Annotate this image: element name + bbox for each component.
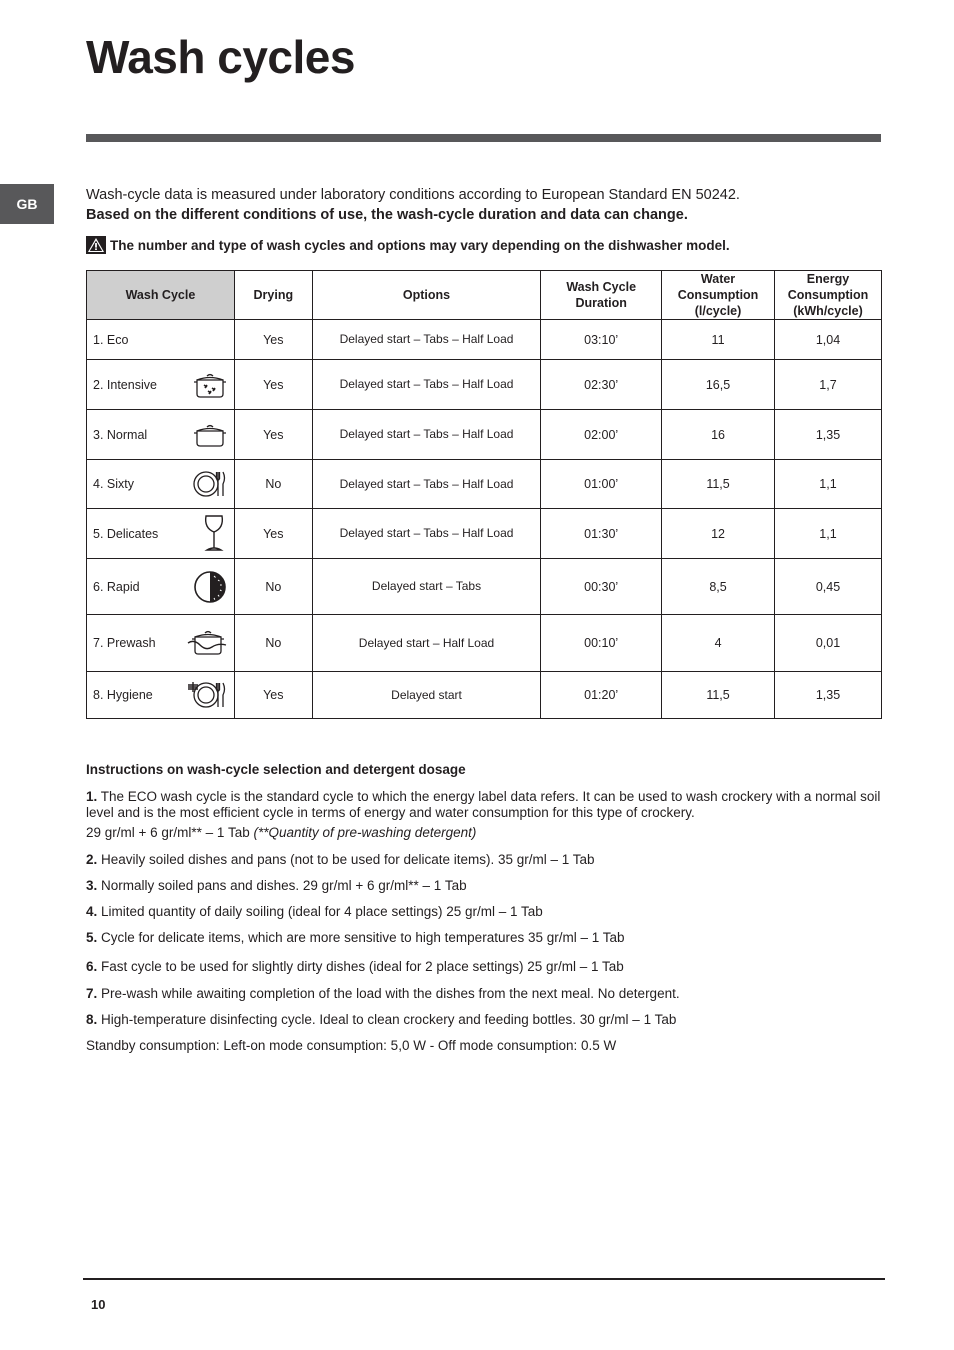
instruction-dose: 29 gr/ml + 6 gr/ml** – 1 Tab xyxy=(86,825,250,840)
table-row xyxy=(87,559,882,615)
energy-cell: 1,1 xyxy=(775,460,882,509)
drying-cell: Yes xyxy=(234,320,312,360)
table-row xyxy=(87,460,882,509)
table-row xyxy=(87,615,882,672)
options-cell: Delayed start – Half Load xyxy=(312,615,541,672)
instruction-number: 6. xyxy=(86,959,98,974)
plate-cross-icon xyxy=(186,679,228,711)
cycle-cell xyxy=(87,559,235,615)
options-cell: Delayed start – Tabs – Half Load xyxy=(312,320,541,360)
water-cell: 16,5 xyxy=(662,360,775,410)
intro-line-2: Based on the different conditions of use, the wash-cycle duration and data can change. xyxy=(86,207,688,223)
table-row xyxy=(87,672,882,719)
cycle-name: 7. Prewash xyxy=(93,636,156,650)
cycle-cell xyxy=(87,509,235,559)
half-clock-icon xyxy=(192,569,228,605)
water-cell: 11,5 xyxy=(662,460,775,509)
options-cell: Delayed start – Tabs – Half Load xyxy=(312,360,541,410)
language-tab: GB xyxy=(0,184,54,224)
instruction-number: 4. xyxy=(86,904,98,919)
instruction-text: High-temperature disinfecting cycle. Ideal to clean crockery and feeding bottles. 30 gr/ml – 1 Tab xyxy=(101,1012,677,1027)
wash-cycle-table xyxy=(86,270,882,719)
cycle-name: 1. Eco xyxy=(93,332,129,347)
cycle-cell xyxy=(87,460,235,509)
pot-icon xyxy=(192,421,228,449)
duration-cell: 02:30’ xyxy=(541,360,662,410)
warning-text: The number and type of wash cycles and options may vary depending on the dishwasher model. xyxy=(110,237,730,253)
standby-consumption: Standby consumption: Left-on mode consumption: 5,0 W - Off mode consumption: 0.5 W xyxy=(86,1038,617,1053)
wine-glass-icon xyxy=(200,514,228,554)
drying-cell: Yes xyxy=(234,672,312,719)
header-duration: Wash Cycle Duration xyxy=(541,271,662,320)
duration-cell: 01:00’ xyxy=(541,460,662,509)
instruction-text: Fast cycle to be used for slightly dirty dishes (ideal for 2 place settings) 25 gr/ml – 1 Tab xyxy=(101,959,624,974)
options-cell: Delayed start – Tabs – Half Load xyxy=(312,460,541,509)
cycle-cell xyxy=(87,320,235,360)
drying-cell: Yes xyxy=(234,360,312,410)
table-row xyxy=(87,410,882,460)
table-row xyxy=(87,509,882,559)
duration-cell: 00:10’ xyxy=(541,615,662,672)
options-cell: Delayed start – Tabs – Half Load xyxy=(312,410,541,460)
instruction-item xyxy=(86,904,886,920)
drying-cell: Yes xyxy=(234,509,312,559)
instruction-item xyxy=(86,852,886,868)
header-water: Water Consumption (l/cycle) xyxy=(662,271,775,320)
warning-note xyxy=(86,236,886,254)
cycle-name: 6. Rapid xyxy=(93,579,140,594)
instruction-text: Heavily soiled dishes and pans (not to be used for delicate items). 35 gr/ml – 1 Tab xyxy=(101,852,595,867)
instruction-number: 2. xyxy=(86,852,98,867)
instruction-text: Pre-wash while awaiting completion of the load with the dishes from the next meal. No detergent. xyxy=(101,986,680,1001)
header-options: Options xyxy=(312,271,541,320)
drying-cell: No xyxy=(234,559,312,615)
cycle-name: 4. Sixty xyxy=(93,477,134,491)
drying-cell: No xyxy=(234,460,312,509)
instruction-item xyxy=(86,959,886,975)
instructions-heading: Instructions on wash-cycle selection and detergent dosage xyxy=(86,762,466,777)
instruction-note: (**Quantity of pre-washing detergent) xyxy=(253,825,477,840)
energy-cell: 1,35 xyxy=(775,672,882,719)
warning-icon xyxy=(86,236,106,254)
drying-cell: Yes xyxy=(234,410,312,460)
water-cell: 11,5 xyxy=(662,672,775,719)
pot-heavy-icon xyxy=(192,370,228,400)
plate-cutlery-icon xyxy=(192,468,228,500)
title-divider xyxy=(86,134,881,142)
cycle-name: 5. Delicates xyxy=(93,526,159,541)
intro-line-1: Wash-cycle data is measured under laboratory conditions according to European Standard EN 50242. xyxy=(86,187,740,203)
instruction-text: Cycle for delicate items, which are more sensitive to high temperatures 35 gr/ml – 1 Tab xyxy=(101,930,625,945)
footer-divider xyxy=(83,1278,885,1280)
header-drying: Drying xyxy=(234,271,312,320)
instruction-item xyxy=(86,986,886,1002)
header-energy: Energy Consumption (kWh/cycle) xyxy=(775,271,882,320)
table-row xyxy=(87,360,882,410)
water-cell: 8,5 xyxy=(662,559,775,615)
cycle-cell xyxy=(87,672,235,719)
duration-cell: 02:00’ xyxy=(541,410,662,460)
energy-cell: 1,04 xyxy=(775,320,882,360)
cycle-cell xyxy=(87,615,235,672)
table-header-row xyxy=(87,271,882,320)
instruction-number: 7. xyxy=(86,986,98,1001)
duration-cell: 00:30’ xyxy=(541,559,662,615)
options-cell: Delayed start – Tabs xyxy=(312,559,541,615)
instruction-item xyxy=(86,1012,886,1028)
instruction-number: 3. xyxy=(86,878,98,893)
instruction-item xyxy=(86,789,886,841)
energy-cell: 1,7 xyxy=(775,360,882,410)
options-cell: Delayed start – Tabs – Half Load xyxy=(312,509,541,559)
cycle-cell xyxy=(87,410,235,460)
energy-cell: 1,1 xyxy=(775,509,882,559)
intro-text xyxy=(86,185,886,225)
water-cell: 16 xyxy=(662,410,775,460)
energy-cell: 0,01 xyxy=(775,615,882,672)
duration-cell: 01:20’ xyxy=(541,672,662,719)
cycle-name: 8. Hygiene xyxy=(93,688,153,702)
instructions-section xyxy=(86,762,886,1064)
instruction-number: 5. xyxy=(86,930,98,945)
cycle-name: 2. Intensive xyxy=(93,377,157,392)
page-number: 10 xyxy=(91,1297,106,1312)
instruction-text: Limited quantity of daily soiling (ideal for 4 place settings) 25 gr/ml – 1 Tab xyxy=(101,904,543,919)
water-cell: 11 xyxy=(662,320,775,360)
options-cell: Delayed start xyxy=(312,672,541,719)
drying-cell: No xyxy=(234,615,312,672)
table-row xyxy=(87,320,882,360)
instruction-number: 1. xyxy=(86,789,98,804)
duration-cell: 01:30’ xyxy=(541,509,662,559)
instruction-item xyxy=(86,878,886,894)
instruction-number: 8. xyxy=(86,1012,98,1027)
water-cell: 4 xyxy=(662,615,775,672)
page-title: Wash cycles xyxy=(86,31,355,83)
water-cell: 12 xyxy=(662,509,775,559)
instruction-text: Normally soiled pans and dishes. 29 gr/ml + 6 gr/ml** – 1 Tab xyxy=(101,878,467,893)
energy-cell: 0,45 xyxy=(775,559,882,615)
duration-cell: 03:10’ xyxy=(541,320,662,360)
pot-wave-icon xyxy=(186,627,228,659)
energy-cell: 1,35 xyxy=(775,410,882,460)
header-wash-cycle: Wash Cycle xyxy=(87,271,235,320)
cycle-name: 3. Normal xyxy=(93,427,148,442)
cycle-cell xyxy=(87,360,235,410)
instruction-text: The ECO wash cycle is the standard cycle to which the energy label data refers. It can be used to wash crockery with a normal soil level and is the most efficient cycle in terms of energy and water consumption for this type of crockery. xyxy=(86,789,881,820)
instruction-item xyxy=(86,930,886,946)
